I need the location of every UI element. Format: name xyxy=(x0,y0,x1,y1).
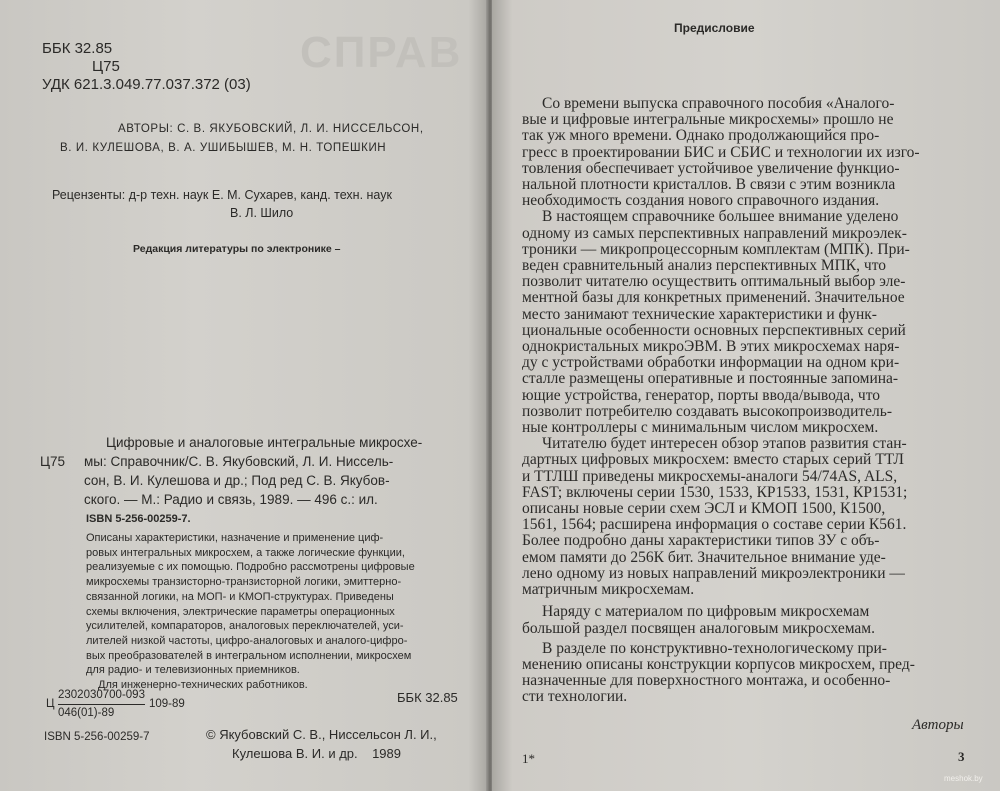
text-line: дартных цифровых микросхем: вместо старых серий ТТЛ xyxy=(522,451,904,469)
abstract-line: Описаны характеристики, назначение и применение циф- xyxy=(86,532,384,544)
bbk-bottom: ББК 32.85 xyxy=(397,690,458,705)
abstract-line: связанной логики, на МОП- и КМОП-структурах. Приведены xyxy=(86,590,394,603)
text-line: так уж много времени. Однако продолжающийся про- xyxy=(522,127,880,145)
text-line: В разделе по конструктивно-технологическому при- xyxy=(542,639,887,657)
abstract xyxy=(86,531,415,693)
text-line: лено одному из новых направлений микроэлектроники — xyxy=(522,564,905,582)
text-line: 1561, 1564; расширена информация о составе серии К561. xyxy=(522,516,907,534)
audience-line: Для инженерно-технических работников. xyxy=(98,679,308,692)
reviewers-line-2: В. Л. Шило xyxy=(230,206,294,220)
text-line: ментной базы для конкретных применений. Значительное xyxy=(522,289,905,307)
authors-line-2: В. И. КУЛЕШОВА, В. А. УШИБЫШЕВ, М. Н. ТОПЕШКИН xyxy=(60,142,387,154)
bib-line-2: мы: Справочник/С. В. Якубовский, Л. И. Ниссель- xyxy=(84,454,394,469)
text-line: емом памяти до 256К бит. Значительное внимание уде- xyxy=(522,548,886,566)
text-line: Со времени выпуска справочного пособия «Аналого- xyxy=(542,95,895,112)
text-line: однокристальных микроЭВМ. В этих микросхемах наря- xyxy=(522,338,900,356)
page-heading: Предисловие xyxy=(674,21,755,35)
text-line: сти технологии. xyxy=(522,688,628,706)
signature: Авторы xyxy=(912,717,964,733)
isbn-bottom: ISBN 5-256-00259-7 xyxy=(44,731,150,743)
copyright-line-2: Кулешова В. И. и др. 1989 xyxy=(232,746,401,761)
page-number: 3 xyxy=(958,749,965,764)
copyright-line-1: © Якубовский С. В., Ниссельсон Л. И., xyxy=(206,727,437,742)
abstract-line: реализуемые с их помощью. Подробно рассмотрены цифровые xyxy=(86,561,415,574)
reviewers-line-1: Рецензенты: д-р техн. наук Е. М. Сухарев, канд. техн. наук xyxy=(52,188,392,202)
text-line: матричным микросхемам. xyxy=(522,581,695,599)
editorial-line xyxy=(133,243,341,255)
abstract-line: схемы включения, электрические параметры операционных xyxy=(86,605,395,618)
text-line: назначенные для поверхностного монтажа, и особенно- xyxy=(522,672,891,690)
bib-line-1: Цифровые и аналоговые интегральные микросхе- xyxy=(106,435,423,450)
text-line: большой раздел посвящен аналоговым микросхемам. xyxy=(522,619,875,637)
abstract-line: усилителей, компараторов, аналоговых переключателей, уси- xyxy=(86,620,404,633)
text-line: циональные особенности основных перспективных серий xyxy=(522,321,906,339)
text-line: Более подробно даны характеристики типов ЗУ с объ- xyxy=(522,532,880,550)
ts-letter: Ц xyxy=(46,698,55,710)
isbn-line: ISBN 5-256-00259-7. xyxy=(86,513,191,525)
text-line: ду с устройствами обработки информации на одном кри- xyxy=(522,354,900,372)
abstract-line: микросхемы транзисторно-транзисторной логики, эмиттерно- xyxy=(86,576,402,589)
text-line: Читателю будет интересен обзор этапов развития стан- xyxy=(542,435,907,453)
text-line: троники — микропроцессорным комплектам (МПК). При- xyxy=(522,240,910,258)
text-line: ющие устройства, генератор, порты ввода/вывода, что xyxy=(522,386,881,404)
ghost-bleed-title: СПРАВ xyxy=(300,28,463,77)
text-line: и ТТЛШ приведены микросхемы-аналоги 54/74AS, ALS, xyxy=(522,467,898,485)
text-line: нальной плотности кристаллов. В связи с этим возникла xyxy=(522,176,896,194)
udk-code: УДК 621.3.049.77.037.372 (03) xyxy=(42,76,251,93)
authors-line-1: АВТОРЫ: С. В. ЯКУБОВСКИЙ, Л. И. НИССЕЛЬСОН, xyxy=(118,123,424,135)
text-line: вые и цифровые интегральные микросхемы» прошло не xyxy=(522,111,894,129)
catalog-mark: Ц75 xyxy=(92,58,120,75)
sheet-mark: 1* xyxy=(522,751,535,766)
editorial-text: Редакция литературы по электронике xyxy=(133,243,332,255)
left-page xyxy=(0,0,488,791)
text-line: FAST; включены серии 1530, 1533, КР1533, 1531, КР1531; xyxy=(522,483,908,501)
text-line: одному из самых перспективных направлений микроэлек- xyxy=(522,224,907,242)
text-line: менению описаны конструкции корпусов микросхем, пред- xyxy=(522,655,915,673)
bib-line-4: ского. — М.: Радио и связь, 1989. — 496 с.: ил. xyxy=(84,492,378,507)
right-page xyxy=(492,0,1000,791)
text-line: позволит читателю осуществить оптимальный выбор эле- xyxy=(522,273,906,291)
text-line: необходимость создания нового справочного издания. xyxy=(522,192,880,210)
text-line: гресс в проектировании БИС и СБИС и технологии их изго- xyxy=(522,143,920,161)
text-line: товления обеспечивает устойчивое увеличение функцио- xyxy=(522,159,900,177)
abstract-line: лителей низкой частоты, цифро-аналоговых и аналого-цифро- xyxy=(86,634,408,647)
watermark: meshok.by xyxy=(944,774,983,783)
ts-bottom: 046(01)-89 xyxy=(58,707,115,719)
text-line: позволит потребителю создавать высокопроизводитель- xyxy=(522,402,892,420)
bib-mark: Ц75 xyxy=(40,454,66,469)
text-line: описаны новые серии схем ЭСЛ и КМОП 1500, К1500, xyxy=(522,500,886,518)
ts-right: 109-89 xyxy=(149,698,185,710)
ts-top: 2302030700-093 xyxy=(58,688,145,705)
abstract-line: вых преобразователей в интегральном исполнении, микросхем xyxy=(86,649,412,662)
bbk-code: ББК 32.85 xyxy=(42,40,113,57)
text-line: веден сравнительный анализ перспективных МПК, что xyxy=(522,257,887,275)
text-line: В настоящем справочнике большее внимание уделено xyxy=(542,208,899,226)
text-line: ные контроллеры с минимальным числом микросхем. xyxy=(522,419,879,437)
abstract-line: для радио- и телевизионных приемников. xyxy=(86,664,300,677)
text-line: место занимают технические характеристики и функ- xyxy=(522,305,877,323)
text-line: сталле размещены оперативные и постоянные запомина- xyxy=(522,370,899,388)
bib-line-3: сон, В. И. Кулешова и др.; Под ред С. В. Якубов- xyxy=(84,473,390,488)
text-line: Наряду с материалом по цифровым микросхемам xyxy=(542,603,870,621)
editorial-dash: – xyxy=(331,243,341,255)
abstract-line: ровых интегральных микросхем, а также логические функции, xyxy=(86,546,405,559)
preface-body xyxy=(522,96,920,706)
